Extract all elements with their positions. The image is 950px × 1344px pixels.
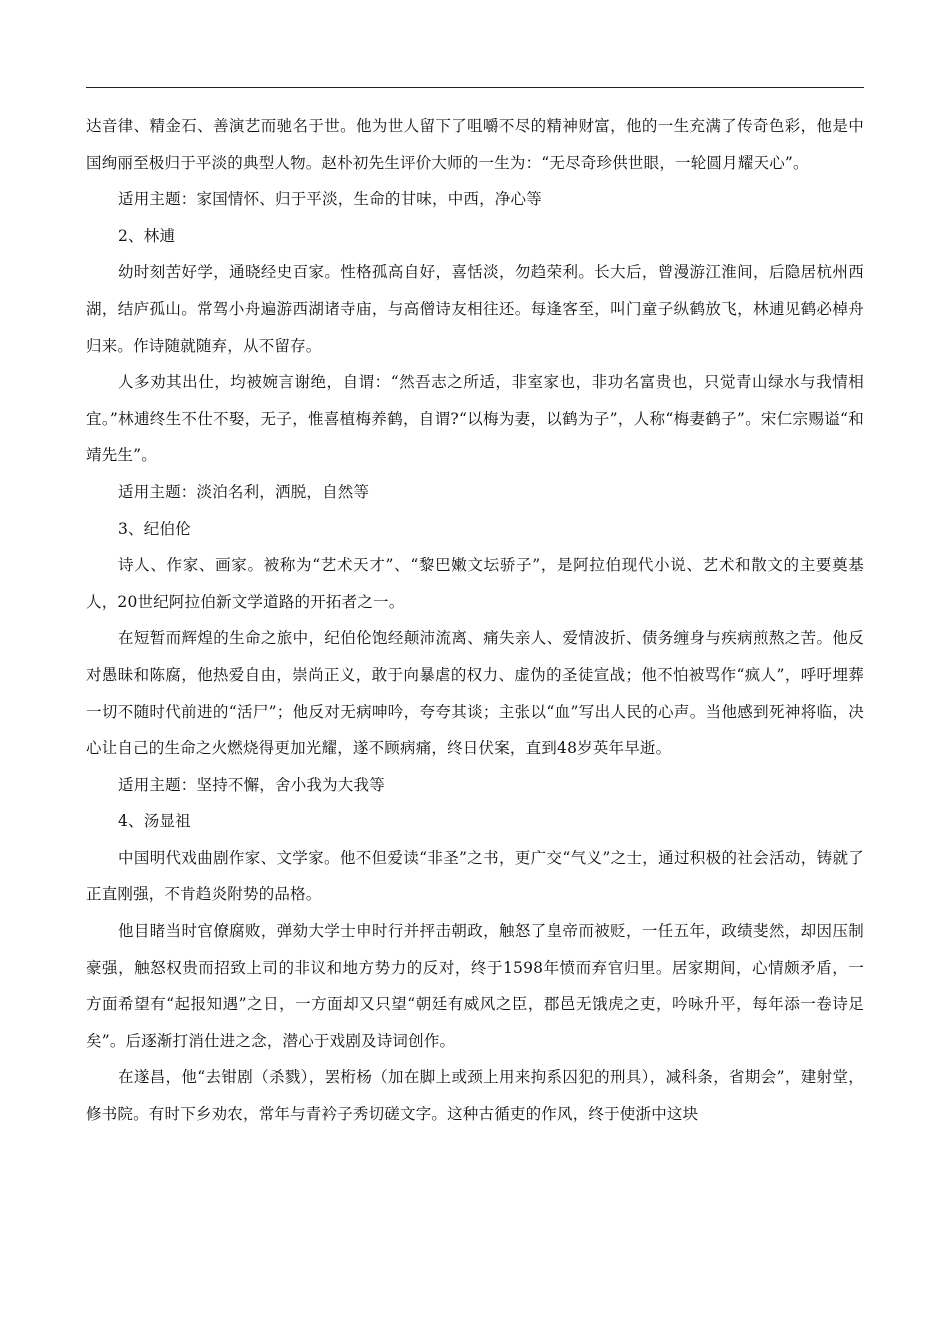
document-body [86,108,864,1133]
paragraph-tang-2: 他目睹当时官僚腐败，弹劾大学士申时行并抨击朝政，触怒了皇帝而被贬，一任五年，政绩斐然，却因压制豪强，触怒权贵而招致上司的非议和地方势力的反对，终于1598年愤而弃官归里。居家期间，心情颇矛盾，一方面希望有“起报知遇”之日，一方面却又只望“朝廷有威风之臣，郡邑无饿虎之吏，吟咏升平，每年添一卷诗足矣”。后逐渐打消仕进之念，潜心于戏剧及诗词创作。 [86,922,864,1050]
paragraph-tang-1: 中国明代戏曲剧作家、文学家。他不但爱读“非圣”之书，更广交“气义”之士，通过积极的社会活动，铸就了正直刚强，不肯趋炎附势的品格。 [86,848,864,904]
paragraph-continuation: 达音律、精金石、善演艺而驰名于世。他为世人留下了咀嚼不尽的精神财富，他的一生充满了传奇色彩，他是中国绚丽至极归于平淡的典型人物。赵朴初先生评价大师的一生为：“无尽奇珍供世眼，一轮圆月耀天心”。 [86,117,864,172]
paragraph-gibran-2: 在短暂而辉煌的生命之旅中，纪伯伦饱经颠沛流离、痛失亲人、爱情波折、债务缠身与疾病煎熬之苦。他反对愚昧和陈腐，他热爱自由，崇尚正义，敢于向暴虐的权力、虚伪的圣徒宣战；他不怕被骂作“疯人”，呼吁埋葬一切不随时代前进的“活尸”；他反对无病呻吟，夸夸其谈；主张以“血”写出人民的心声。当他感到死神将临，决心让自己的生命之火燃烧得更加光耀，遂不顾病痛，终日伏案，直到48岁英年早逝。 [86,629,864,758]
paragraph-lin-bu-1: 幼时刻苦好学，通晓经史百家。性格孤高自好，喜恬淡，勿趋荣利。长大后，曾漫游江淮间，后隐居杭州西湖，结庐孤山。常驾小舟遍游西湖诸寺庙，与高僧诗友相往还。每逢客至，叫门童子纵鹤放飞，林逋见鹤必棹舟归来。作诗随就随弃，从不留存。 [86,263,864,355]
section-heading-gibran: 3、纪伯伦 [118,519,191,538]
theme-line-1: 适用主题：家国情怀、归于平淡，生命的甘味，中西，净心等 [118,190,542,209]
paragraph-tang-3: 在遂昌，他“去钳剧（杀戮），罢桁杨（加在脚上或颈上用来拘系囚犯的刑具），减科条，省期会”，建射堂，修书院。有时下乡劝农，常年与青衿子秀切磋文字。这种古循吏的作风，终于使浙中这块 [86,1068,864,1124]
theme-line-3: 适用主题：坚持不懈，舍小我为大我等 [118,775,385,794]
paragraph-lin-bu-2: 人多劝其出仕，均被婉言谢绝，自谓：“然吾志之所适，非室家也，非功名富贵也，只觉青山绿水与我情相宜。”林逋终生不仕不娶，无子，惟喜植梅养鹤，自谓?“以梅为妻，以鹤为子”，人称“梅妻鹤子”。宋仁宗赐谥“和靖先生”。 [86,373,864,465]
paragraph-gibran-1: 诗人、作家、画家。被称为“艺术天才”、“黎巴嫩文坛骄子”，是阿拉伯现代小说、艺术和散文的主要奠基人，20世纪阿拉伯新文学道路的开拓者之一。 [86,556,864,611]
section-heading-tang-xianzu: 4、汤显祖 [118,812,191,831]
theme-line-2: 适用主题：淡泊名利，洒脱，自然等 [118,482,370,501]
section-heading-lin-bu: 2、林逋 [118,226,176,245]
header-rule [86,87,864,88]
